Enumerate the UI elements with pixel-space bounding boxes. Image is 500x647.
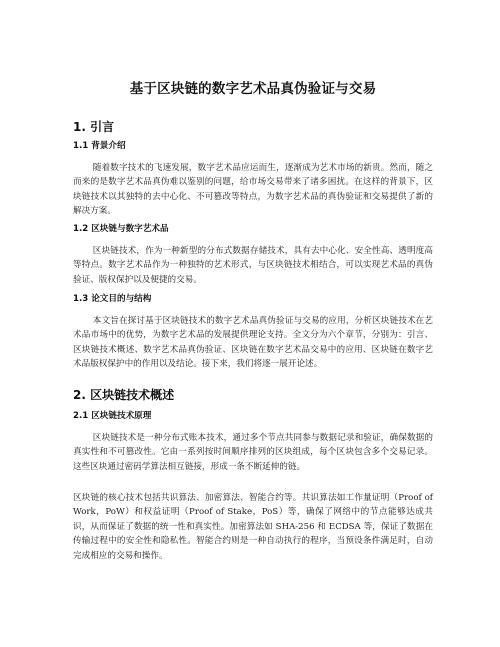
subsection-heading-background: 1.1 背景介绍 [73,141,126,151]
section-heading-introduction: 1. 引言 [73,120,115,134]
subsection-heading-blockchain-principle: 2.1 区块链技术原理 [73,411,152,421]
subsection-heading-blockchain-and-art: 1.2 区块链与数字艺术品 [73,224,169,234]
document-title: 基于区块链的数字艺术品真伪验证与交易 [129,81,377,97]
subsection-heading-purpose-structure: 1.3 论文目的与结构 [73,294,152,304]
paragraph-blockchain-and-art: 区块链技术，作为一种新型的分布式数据存储技术，具有去中心化、安全性高、透明度高等特点。数字艺术品作为一种独特的艺术形式，与区块链技术相结合，可以实现艺术品的真伪验证、版权保护以及便捷的交易。 [73,246,433,285]
paragraph-background: 随着数字技术的飞速发展，数字艺术品应运而生，逐渐成为艺术市场的新贵。然而，随之而来的是数字艺术品真伪难以鉴别的问题，给市场交易带来了诸多困扰。在这样的背景下，区块链技术以其独特的去中心化、不可篡改等特点，为数字艺术品的真伪验证和交易提供了新的解决方案。 [73,163,433,217]
paragraph-purpose-structure: 本文旨在探讨基于区块链技术的数字艺术品真伪验证与交易的应用，分析区块链技术在艺术品市场中的优势，为数字艺术品的发展提供理论支持。全文分为六个章节，分别为：引言、区块链技术概述、数字艺术品真伪验证、区块链在数字艺术品交易中的应用、区块链在数字艺术品版权保护中的作用以及结论。接下来，我们将逐一展开论述。 [73,316,433,370]
section-heading-blockchain-overview: 2. 区块链技术概述 [73,388,175,402]
paragraph-blockchain-principle: 区块链技术是一种分布式账本技术，通过多个节点共同参与数据记录和验证，确保数据的真实性和不可篡改性。它由一系列按时间顺序排列的区块组成，每个区块包含多个交易记录。这些区块通过密码学算法相互链接，形成一条不断延伸的链。 [73,433,433,472]
paragraph-blockchain-core-tech: 区块链的核心技术包括共识算法、加密算法、智能合约等。共识算法如工作量证明（Proof of Work，PoW）和权益证明（Proof of Stake，PoS）等，确保了网络中的节点能够达成共识，从而保证了数据的统一性和真实性。加密算法如 SHA-256 和 ECDSA 等，保证了数据在传输过程中的安全性和隐私性。智能合约则是一种自动执行的程序，当预设条件满足时，自动完成相应的交易和操作。 [73,493,433,561]
